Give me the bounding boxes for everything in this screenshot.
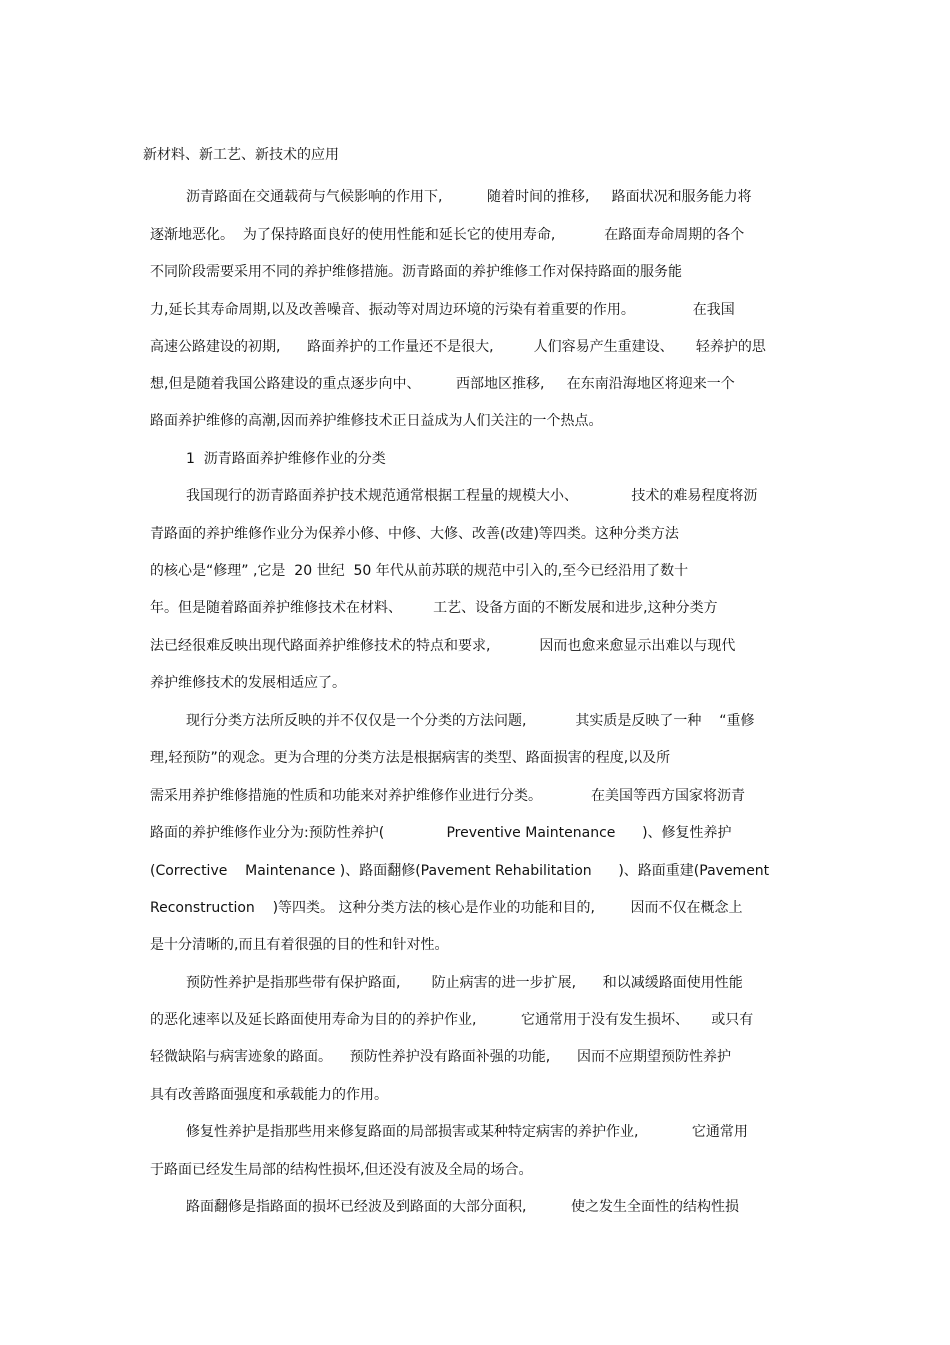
text-line: 具有改善路面强度和承载能力的作用。 — [150, 1087, 388, 1103]
text-line: 路面翻修是指路面的损坏已经波及到路面的大部分面积, 使之发生全面性的结构性损 — [186, 1199, 739, 1215]
text-line: 理,轻预防”的观念。更为合理的分类方法是根据病害的类型、路面损害的程度,以及所 — [150, 750, 671, 766]
text-line: (Corrective Maintenance )、路面翻修(Pavement Rehabilitation )、路面重建(Pavement — [150, 863, 770, 879]
text-line: 高速公路建设的初期, 路面养护的工作量还不是很大, 人们容易产生重建设、 轻养护的思 — [150, 339, 766, 355]
text-line: 逐渐地恶化。 为了保持路面良好的使用性能和延长它的使用寿命, 在路面寿命周期的各个 — [150, 227, 745, 243]
text-line: 路面的养护维修作业分为:预防性养护( Preventive Maintenance )、修复性养护 — [150, 825, 732, 841]
text-line: 修复性养护是指那些用来修复路面的局部损害或某种特定病害的养护作业, 它通常用 — [186, 1124, 748, 1140]
text-line: 轻微缺陷与病害迹象的路面。 预防性养护没有路面补强的功能, 因而不应期望预防性养护 — [150, 1049, 731, 1065]
text-line: 想,但是随着我国公路建设的重点逐步向中、 西部地区推移, 在东南沿海地区将迎来一个 — [150, 376, 735, 392]
text-line: 现行分类方法所反映的并不仅仅是一个分类的方法问题, 其实质是反映了一种 “重修 — [186, 713, 755, 729]
text-line: 预防性养护是指那些带有保护路面, 防止病害的进一步扩展, 和以减缓路面使用性能 — [186, 975, 743, 991]
section-heading: 1 沥青路面养护维修作业的分类 — [186, 451, 386, 467]
text-line: 沥青路面在交通载荷与气候影响的作用下, 随着时间的推移, 路面状况和服务能力将 — [186, 189, 752, 205]
document-title: 新材料、新工艺、新技术的应用 — [143, 147, 339, 163]
text-line: 于路面已经发生局部的结构性损坏,但还没有波及全局的场合。 — [150, 1162, 533, 1178]
text-line: 是十分清晰的,而且有着很强的目的性和针对性。 — [150, 937, 449, 953]
text-line: 年。但是随着路面养护维修技术在材料、 工艺、设备方面的不断发展和进步,这种分类方 — [150, 600, 718, 616]
text-line: 路面养护维修的高潮,因而养护维修技术正日益成为人们关注的一个热点。 — [150, 413, 603, 429]
text-line: 力,延长其寿命周期,以及改善噪音、振动等对周边环境的污染有着重要的作用。 在我国 — [150, 302, 735, 318]
text-line: 不同阶段需要采用不同的养护维修措施。沥青路面的养护维修工作对保持路面的服务能 — [150, 264, 682, 280]
text-line: 法已经很难反映出现代路面养护维修技术的特点和要求, 因而也愈来愈显示出难以与现代 — [150, 638, 736, 654]
text-line: 的核心是“修理” ,它是 20 世纪 50 年代从前苏联的规范中引入的,至今已经沿用了数十 — [150, 563, 689, 579]
text-line: 青路面的养护维修作业分为保养小修、中修、大修、改善(改建)等四类。这种分类方法 — [150, 526, 679, 542]
text-line: Reconstruction )等四类。 这种分类方法的核心是作业的功能和目的, 因而不仅在概念上 — [150, 900, 743, 916]
text-line: 养护维修技术的发展相适应了。 — [150, 675, 346, 691]
text-line: 的恶化速率以及延长路面使用寿命为目的的养护作业, 它通常用于没有发生损坏、 或只有 — [150, 1012, 754, 1028]
text-line: 需采用养护维修措施的性质和功能来对养护维修作业进行分类。 在美国等西方国家将沥青 — [150, 788, 745, 804]
text-line: 我国现行的沥青路面养护技术规范通常根据工程量的规模大小、 技术的难易程度将沥 — [186, 488, 758, 504]
